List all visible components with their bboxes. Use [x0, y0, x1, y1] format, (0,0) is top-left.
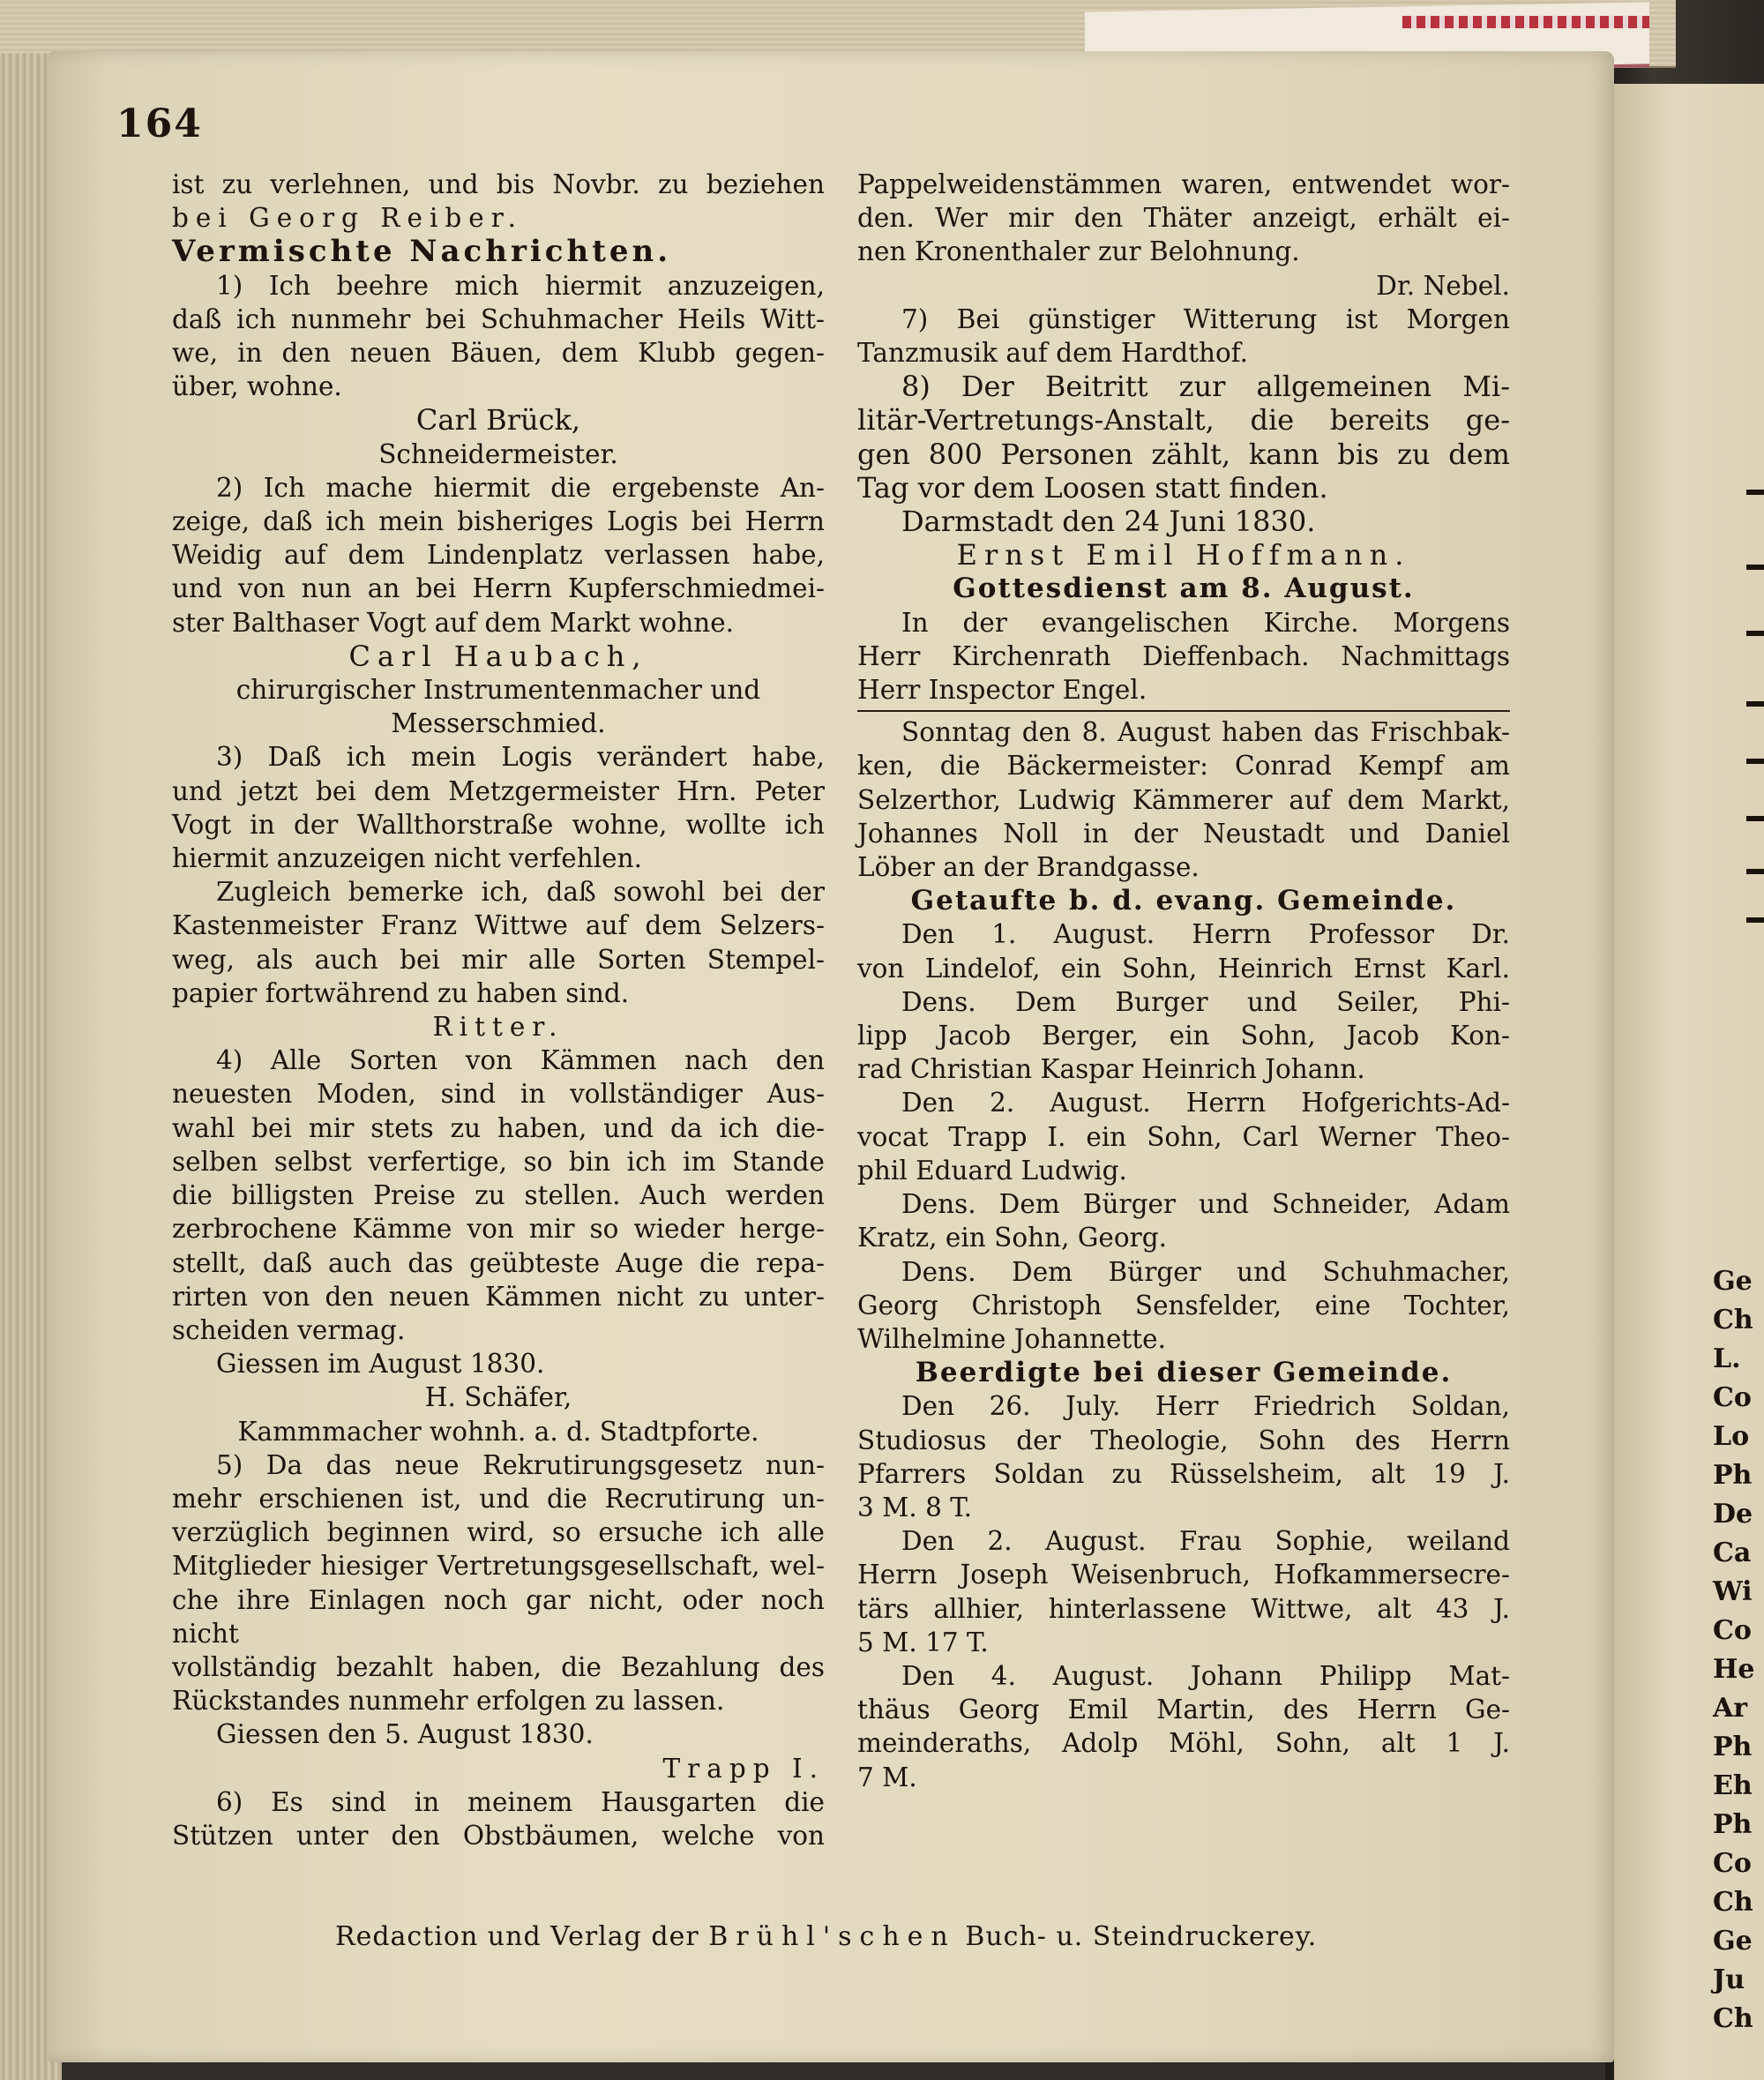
- text-line: Wilhelmine Johannette.: [857, 1323, 1166, 1354]
- text-line: hiermit anzuzeigen nicht verfehlen.: [172, 843, 642, 874]
- text-line: phil Eduard Ludwig.: [857, 1155, 1127, 1186]
- text-line: In der evangelischen Kirche. Morgens: [901, 607, 1510, 638]
- next-page-fragment: Ar: [1713, 1693, 1748, 1724]
- text-line: 4) Alle Sorten von Kämmen nach den: [216, 1045, 825, 1076]
- left-column: [172, 168, 825, 1852]
- text-line: 5) Da das neue Rekrutirungsgesetz nun-: [216, 1449, 825, 1480]
- text-line: mehr erschienen ist, und die Recrutirung un-: [172, 1483, 825, 1514]
- text-line: Giessen den 5. August 1830.: [216, 1719, 594, 1750]
- text-line: Messerschmied.: [391, 708, 606, 739]
- text-line: 7) Bei günstiger Witterung ist Morgen: [901, 303, 1510, 334]
- text-line: daß ich nunmehr bei Schuhmacher Heils Witt-: [172, 303, 825, 334]
- publisher-footer: [335, 1921, 1317, 1952]
- next-page-fragment: Co: [1713, 1615, 1752, 1646]
- text-line: nen Kronenthaler zur Belohnung.: [857, 236, 1300, 267]
- text-line: Dens. Dem Burger und Seiler, Phi-: [901, 986, 1510, 1017]
- next-page-fragment: Eh: [1713, 1770, 1753, 1801]
- footer-prefix: Redaction und Verlag der: [335, 1921, 699, 1952]
- text-line: Studiosus der Theologie, Sohn des Herrn: [857, 1425, 1510, 1455]
- text-line: 1) Ich beehre mich hiermit anzuzeigen,: [216, 270, 825, 301]
- text-line: wahl bei mir stets zu haben, und da ich die-: [172, 1112, 825, 1143]
- text-line: Georg Christoph Sensfelder, eine Tochter,: [857, 1290, 1510, 1321]
- text-line: scheiden vermag.: [172, 1314, 406, 1345]
- section-heading: Vermischte Nachrichten.: [172, 234, 672, 270]
- section-heading: Gottesdienst am 8. August.: [953, 572, 1415, 605]
- text-line: 2) Ich mache hiermit die ergebenste An-: [216, 472, 825, 503]
- text-line: tärs allhier, hinterlassene Wittwe, alt 43 J.: [857, 1593, 1510, 1624]
- text-line: vocat Trapp I. ein Sohn, Carl Werner Theo-: [857, 1121, 1510, 1152]
- text-line: Herrn Joseph Weisenbruch, Hofkammersecre-: [857, 1560, 1510, 1590]
- text-line: Mitglieder hiesiger Vertretungsgesellschaft, wel-: [172, 1551, 825, 1582]
- text-line: papier fortwährend zu haben sind.: [172, 977, 630, 1008]
- right-column: [857, 168, 1510, 1794]
- text-line: Den 2. August. Herrn Hofgerichts-Ad-: [901, 1088, 1510, 1119]
- text-line: Kammmacher wohnh. a. d. Stadtpforte.: [237, 1416, 759, 1447]
- text-line: rirten von den neuen Kämmen nicht zu unter-: [172, 1281, 825, 1312]
- text-line: chirurgischer Instrumentenmacher und: [235, 675, 761, 706]
- text-line: Pappelweidenstämmen waren, entwendet wor-: [857, 169, 1510, 199]
- text-line: Giessen im August 1830.: [216, 1349, 545, 1380]
- text-line: vollständig bezahlt haben, die Bezahlung des: [172, 1651, 825, 1682]
- text-line: 7 M.: [857, 1762, 917, 1792]
- next-page-mark: [1746, 759, 1764, 764]
- text-line: Tanzmusik auf dem Hardthof.: [857, 338, 1249, 369]
- footer-publisher: Brühl'schen: [708, 1921, 956, 1952]
- next-page-fragment: Ge: [1713, 1926, 1753, 1957]
- next-page-mark: [1746, 701, 1764, 707]
- next-page-fragment: Ch: [1713, 2003, 1753, 2034]
- text-line: Den 2. August. Frau Sophie, weiland: [901, 1526, 1510, 1557]
- text-line: ken, die Bäckermeister: Conrad Kempf am: [857, 751, 1510, 782]
- next-page-fragment: Ju: [1713, 1964, 1745, 1995]
- text-line: Johannes Noll in der Neustadt und Daniel: [857, 818, 1510, 849]
- next-page-fragment: Ch: [1713, 1305, 1753, 1336]
- text-line: den. Wer mir den Thäter anzeigt, erhält ei-: [857, 203, 1510, 234]
- next-page-fragment: Lo: [1713, 1421, 1750, 1452]
- page-number: 164: [116, 101, 203, 146]
- text-line: Sonntag den 8. August haben das Frischbak-: [901, 717, 1510, 748]
- text-line: Rückstandes nunmehr erfolgen zu lassen.: [172, 1686, 725, 1717]
- text-line: litär-Vertretungs-Anstalt, die bereits ge-: [857, 403, 1510, 438]
- next-page-mark: [1746, 631, 1764, 636]
- text-line: Kratz, ein Sohn, Georg.: [857, 1223, 1168, 1253]
- text-line: Dr. Nebel.: [1376, 270, 1510, 301]
- text-line: stellt, daß auch das geübteste Auge die repa-: [172, 1247, 825, 1278]
- text-line: Ritter.: [432, 1012, 564, 1043]
- text-line: Schneidermeister.: [378, 438, 618, 469]
- text-line: Trapp I.: [662, 1753, 825, 1784]
- text-line: Vogt in der Wallthorstraße wohne, wollte ich: [172, 809, 825, 840]
- next-page-fragment: L.: [1713, 1343, 1741, 1374]
- text-line: zerbrochene Kämme von mir so wieder herge-: [172, 1214, 825, 1245]
- text-line: Selzerthor, Ludwig Kämmerer auf dem Markt,: [857, 784, 1510, 815]
- next-page-edge: [1614, 84, 1764, 2080]
- text-line: Herr Inspector Engel.: [857, 675, 1147, 706]
- text-line: 6) Es sind in meinem Hausgarten die: [216, 1786, 825, 1817]
- next-page-fragment: Ch: [1713, 1887, 1753, 1918]
- text-line: gen 800 Personen zählt, kann bis zu dem: [857, 437, 1510, 471]
- section-rule: [857, 710, 1510, 712]
- text-line: Löber an der Brandgasse.: [857, 852, 1200, 883]
- text-line: die billigsten Preise zu stellen. Auch werden: [172, 1180, 825, 1211]
- text-line: über, wohne.: [172, 371, 342, 402]
- next-page-fragment: He: [1713, 1654, 1755, 1685]
- next-page-mark: [1746, 565, 1764, 570]
- text-line: und jetzt bei dem Metzgermeister Hrn. Peter: [172, 775, 825, 806]
- text-line: Tag vor dem Loosen statt finden.: [857, 470, 1328, 505]
- text-line: verzüglich beginnen wird, so ersuche ich alle: [172, 1517, 825, 1548]
- text-line: thäus Georg Emil Martin, des Herrn Ge-: [857, 1695, 1510, 1725]
- text-line: Kastenmeister Franz Wittwe auf dem Selzers-: [172, 910, 825, 941]
- next-page-fragment: Wi: [1713, 1576, 1753, 1607]
- text-line: Den 26. July. Herr Friedrich Soldan,: [901, 1391, 1510, 1422]
- text-line: ster Balthaser Vogt auf dem Markt wohne.: [172, 607, 735, 638]
- text-line: weg, als auch bei mir alle Sorten Stempel-: [172, 944, 825, 975]
- text-line: 3 M. 8 T.: [857, 1492, 972, 1523]
- text-line: H. Schäfer,: [424, 1382, 572, 1413]
- text-line: ist zu verlehnen, und bis Novbr. zu beziehen: [172, 169, 825, 199]
- section-heading: Getaufte b. d. evang. Gemeinde.: [910, 885, 1457, 917]
- text-line: Dens. Dem Bürger und Schneider, Adam: [901, 1189, 1510, 1220]
- text-line: von Lindelof, ein Sohn, Heinrich Ernst Karl.: [857, 953, 1510, 984]
- text-line: Ernst Emil Hoffmann.: [956, 538, 1411, 572]
- text-line: che ihre Einlagen noch gar nicht, oder noch nicht: [172, 1584, 825, 1649]
- next-page-fragment: Ph: [1713, 1809, 1753, 1840]
- text-line: selben selbst verfertige, so bin ich im Stande: [172, 1146, 825, 1177]
- text-line: Pfarrers Soldan zu Rüsselsheim, alt 19 J.: [857, 1458, 1510, 1489]
- next-page-fragment: Co: [1713, 1848, 1752, 1879]
- text-line: bei Georg Reiber.: [172, 203, 523, 234]
- next-page-fragment: Ph: [1713, 1460, 1753, 1491]
- text-line: Zugleich bemerke ich, daß sowohl bei der: [216, 877, 825, 908]
- next-page-mark: [1746, 869, 1764, 874]
- text-line: we, in den neuen Bäuen, dem Klubb gegen-: [172, 338, 825, 369]
- footer-suffix: Buch- u. Steindruckerey.: [965, 1921, 1318, 1952]
- next-page-fragment: Co: [1713, 1382, 1752, 1413]
- text-line: zeige, daß ich mein bisheriges Logis bei Herrn: [172, 506, 825, 537]
- ribbon-red-stitching: [1402, 16, 1649, 28]
- next-page-fragment: Ge: [1713, 1266, 1753, 1297]
- text-line: Weidig auf dem Lindenplatz verlassen habe,: [172, 540, 825, 571]
- text-line: meinderaths, Adolp Möhl, Sohn, alt 1 J.: [857, 1728, 1510, 1759]
- text-line: rad Christian Kaspar Heinrich Johann.: [857, 1054, 1365, 1085]
- text-line: lipp Jacob Berger, ein Sohn, Jacob Kon-: [857, 1021, 1510, 1051]
- next-page-fragment: Ca: [1713, 1538, 1752, 1568]
- section-heading: Beerdigte bei dieser Gemeinde.: [915, 1357, 1453, 1389]
- text-line: und von nun an bei Herrn Kupferschmiedmei-: [172, 573, 825, 604]
- text-line: Stützen unter den Obstbäumen, welche von: [172, 1820, 825, 1851]
- text-line: Den 4. August. Johann Philipp Mat-: [901, 1660, 1510, 1691]
- text-line: 3) Daß ich mein Logis verändert habe,: [216, 742, 825, 773]
- next-page-fragment: Ph: [1713, 1732, 1753, 1762]
- text-line: 8) Der Beitritt zur allgemeinen Mi-: [901, 370, 1510, 404]
- next-page-mark: [1746, 490, 1764, 495]
- text-line: neuesten Moden, sind in vollständiger Aus-: [172, 1079, 825, 1110]
- next-page-mark: [1746, 816, 1764, 821]
- text-line: Darmstadt den 24 Juni 1830.: [901, 505, 1316, 539]
- text-line: Den 1. August. Herrn Professor Dr.: [901, 919, 1510, 950]
- text-line: Herr Kirchenrath Dieffenbach. Nachmittags: [857, 640, 1510, 671]
- text-line: 5 M. 17 T.: [857, 1627, 989, 1657]
- text-line: Carl Brück,: [415, 403, 581, 438]
- text-line: Carl Haubach,: [348, 639, 648, 673]
- next-page-mark: [1746, 917, 1764, 923]
- text-line: Dens. Dem Bürger und Schuhmacher,: [901, 1256, 1510, 1287]
- next-page-fragment: De: [1713, 1499, 1753, 1530]
